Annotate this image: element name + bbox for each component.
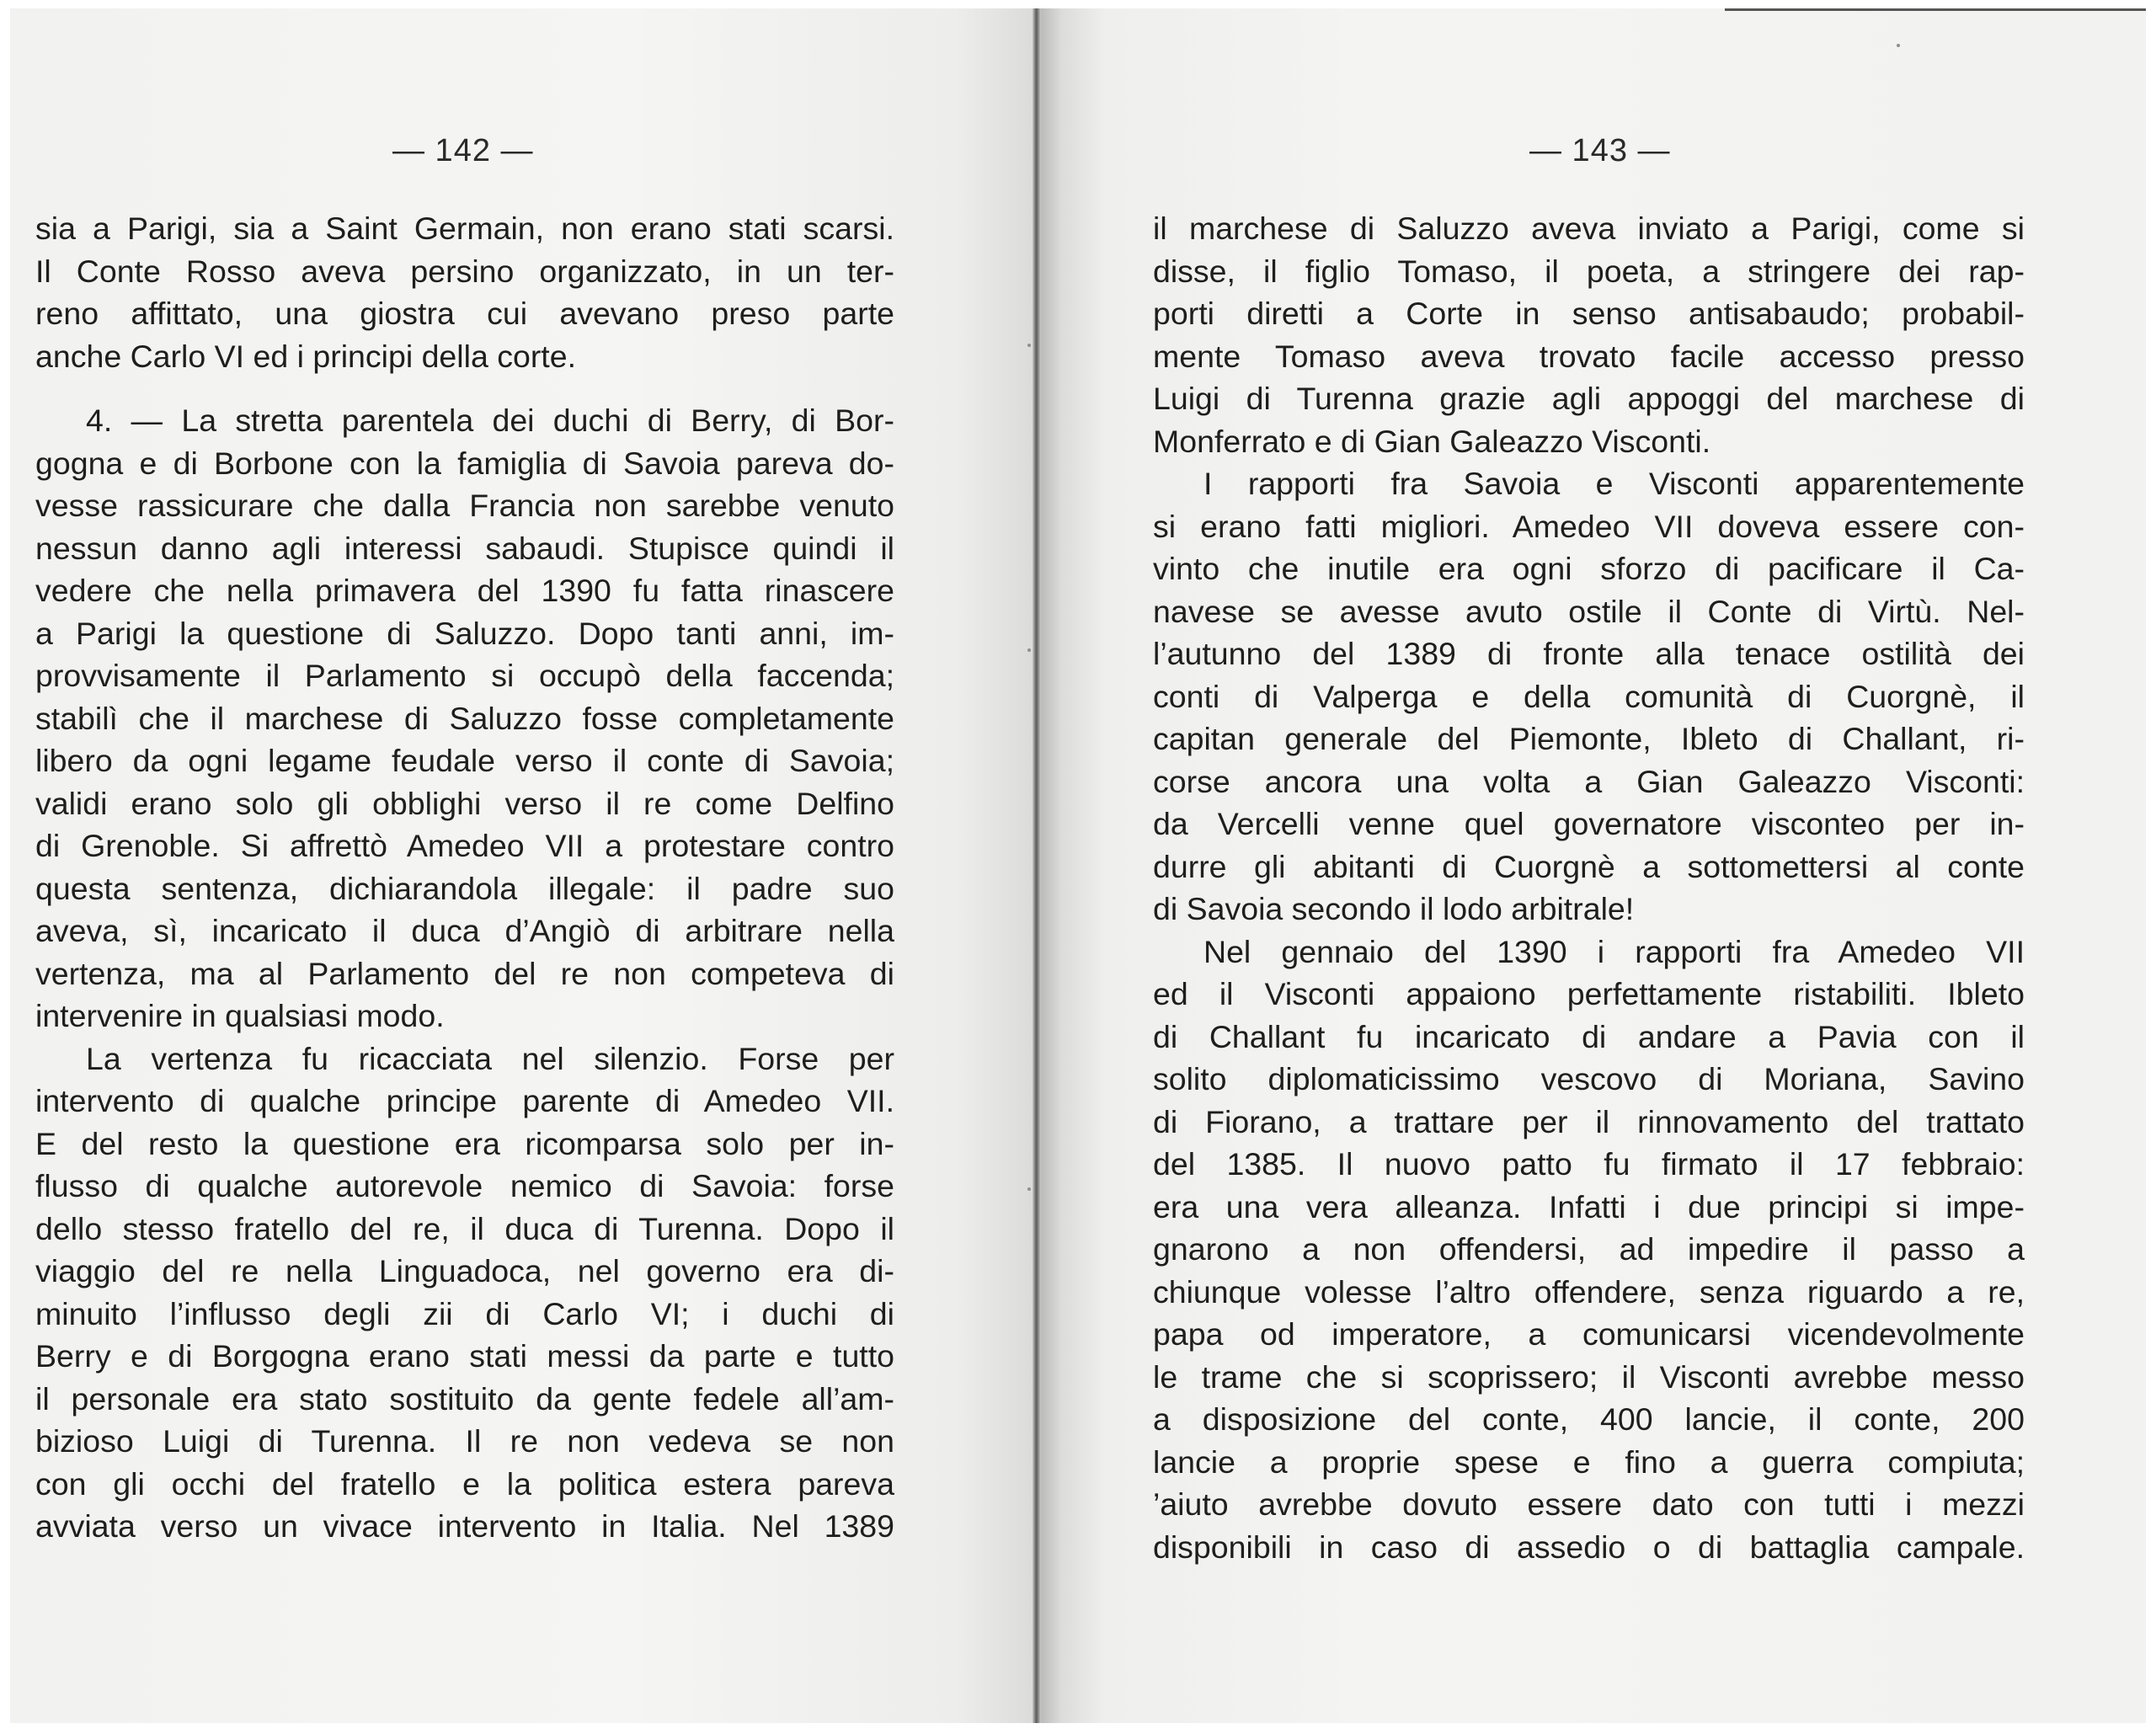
text-line: reno affittato, una giostra cui avevano preso parte — [35, 296, 894, 331]
text-line: ’aiuto avrebbe dovuto essere dato con tutti i mezzi — [1153, 1486, 2025, 1522]
text-line: solito diplomaticissimo vescovo di Moriana, Savino — [1153, 1061, 2025, 1096]
text-line: vedere che nella primavera del 1390 fu fatta rinascere — [35, 573, 894, 608]
text-line: 4. — La stretta parentela dei duchi di Berry, di Bor- — [86, 403, 894, 438]
text-line: Berry e di Borgogna erano stati messi da parte e tutto — [35, 1338, 894, 1374]
text-line: conti di Valperga e della comunità di Cuorgnè, il — [1153, 678, 2025, 714]
text-line: anche Carlo VI ed i principi della corte. — [35, 338, 577, 374]
left-page — [10, 8, 1039, 1723]
text-line: vinto che inutile era ogni sforzo di pacificare il Ca- — [1153, 551, 2025, 586]
text-line: ed il Visconti appaiono perfettamente ristabiliti. Ibleto — [1153, 976, 2025, 1011]
paper-speck — [1027, 344, 1031, 347]
text-line: il personale era stato sostituito da gente fedele all’am- — [35, 1380, 894, 1417]
text-line: intervento di qualche principe parente di Amedeo VII. — [35, 1083, 894, 1118]
book-gutter — [1033, 8, 1041, 1723]
text-line: dello stesso fratello del re, il duca di Turenna. Dopo il — [35, 1210, 894, 1246]
text-line: capitan generale del Piemonte, Ibleto di Challant, ri- — [1153, 721, 2025, 756]
text-line: provvisamente il Parlamento si occupò della faccenda; — [35, 658, 894, 693]
text-line: lancie a proprie spese e fino a guerra compiuta; — [1153, 1443, 2025, 1480]
text-line: si erano fatti migliori. Amedeo VII doveva essere con- — [1153, 508, 2025, 544]
text-line: il marchese di Saluzzo aveva inviato a Parigi, come si — [1153, 211, 2025, 246]
text-line: del 1385. Il nuovo patto fu firmato il 17 febbraio: — [1153, 1146, 2025, 1182]
text-line: a Parigi la questione di Saluzzo. Dopo tanti anni, im- — [35, 615, 894, 651]
book-spread — [10, 8, 2146, 1723]
text-line: minuito l’influsso degli zii di Carlo VI; i duchi di — [35, 1295, 894, 1331]
page-edge-line — [1725, 8, 2146, 11]
text-line: vertenza, ma al Parlamento del re non competeva di — [35, 955, 894, 991]
text-line: di Savoia secondo il lodo arbitrale! — [1153, 891, 1635, 926]
paper-speck — [1027, 1187, 1031, 1191]
text-line: aveva, sì, incaricato il duca d’Angiò di arbitrare nella — [35, 913, 894, 948]
text-line: le trame che si scoprissero; il Visconti avrebbe messo — [1153, 1358, 2025, 1395]
text-line: di Challant fu incaricato di andare a Pavia con il — [1153, 1018, 2025, 1054]
right-page — [1039, 8, 2146, 1723]
text-line: intervenire in qualsiasi modo. — [35, 998, 445, 1033]
text-line: gogna e di Borbone con la famiglia di Savoia pareva do- — [35, 445, 894, 481]
text-line: da Vercelli venne quel governatore visconteo per in- — [1153, 806, 2025, 841]
text-line: durre gli abitanti di Cuorgnè a sottomettersi al conte — [1153, 848, 2025, 884]
text-line: bizioso Luigi di Turenna. Il re non vedeva se non — [35, 1423, 894, 1459]
text-line: questa sentenza, dichiarandola illegale: il padre suo — [35, 870, 894, 906]
text-line: La vertenza fu ricacciata nel silenzio. Forse per — [86, 1040, 894, 1076]
text-line: Il Conte Rosso aveva persino organizzato, in un ter- — [35, 253, 894, 289]
text-line: l’autunno del 1389 di fronte alla tenace ostilità dei — [1153, 636, 2025, 671]
text-line: nessun danno agli interessi sabaudi. Stupisce quindi il — [35, 530, 894, 566]
text-line: Luigi di Turenna grazie agli appoggi del marchese di — [1153, 381, 2025, 416]
text-line: gnarono a non offendersi, ad impedire il passo a — [1153, 1231, 2025, 1267]
text-line: disse, il figlio Tomaso, il poeta, a stringere dei rap- — [1153, 253, 2025, 289]
right-page-text — [1153, 207, 2025, 1568]
text-line: di Fiorano, a trattare per il rinnovamento del trattato — [1153, 1103, 2025, 1139]
text-line: validi erano solo gli obblighi verso il re come Delfino — [35, 785, 894, 821]
text-line: I rapporti fra Savoia e Visconti apparentemente — [1203, 466, 2025, 501]
text-line: flusso di qualche autorevole nemico di Savoia: forse — [35, 1168, 894, 1203]
text-line: libero da ogni legame feudale verso il conte di Savoia; — [35, 743, 894, 778]
text-line: sia a Parigi, sia a Saint Germain, non erano stati scarsi. — [35, 211, 894, 246]
text-line: stabilì che il marchese di Saluzzo fosse completamente — [35, 700, 894, 736]
paper-speck — [1897, 44, 1900, 47]
text-line: navese se avesse avuto ostile il Conte di Virtù. Nel- — [1153, 593, 2025, 629]
text-line: a disposizione del conte, 400 lancie, il conte, 200 — [1153, 1401, 2025, 1437]
text-line: porti diretti a Corte in senso antisabaudo; probabil- — [1153, 296, 2025, 331]
text-line: corse ancora una volta a Gian Galeazzo Visconti: — [1153, 763, 2025, 799]
left-page-text — [35, 207, 894, 1548]
text-line: E del resto la questione era ricomparsa solo per in- — [35, 1125, 894, 1161]
text-line: era una vera alleanza. Infatti i due principi si impe- — [1153, 1188, 2025, 1224]
text-line: viaggio del re nella Linguadoca, nel governo era di- — [35, 1253, 894, 1288]
text-line: vesse rassicurare che dalla Francia non sarebbe venuto — [35, 488, 894, 523]
text-line: Monferrato e di Gian Galeazzo Visconti. — [1153, 423, 1711, 459]
text-line: disponibili in caso di assedio o di battaglia campale. — [1153, 1529, 2025, 1565]
text-line: di Grenoble. Si affrettò Amedeo VII a protestare contro — [35, 828, 894, 863]
page-number-right: — 143 — — [1529, 133, 1671, 168]
text-line: Nel gennaio del 1390 i rapporti fra Amedeo VII — [1203, 933, 2025, 969]
text-line: con gli occhi del fratello e la politica estera pareva — [35, 1465, 894, 1502]
text-line: mente Tomaso aveva trovato facile accesso presso — [1153, 338, 2025, 374]
text-line: papa od imperatore, a comunicarsi vicendevolmente — [1153, 1316, 2025, 1352]
text-line: avviata verso un vivace intervento in Italia. Nel 1389 — [35, 1508, 894, 1544]
paper-speck — [1027, 648, 1031, 652]
page-number-left: — 142 — — [392, 133, 534, 168]
paragraph-gap — [35, 377, 894, 399]
text-line: chiunque volesse l’altro offendere, senza riguardo a re, — [1153, 1273, 2025, 1310]
